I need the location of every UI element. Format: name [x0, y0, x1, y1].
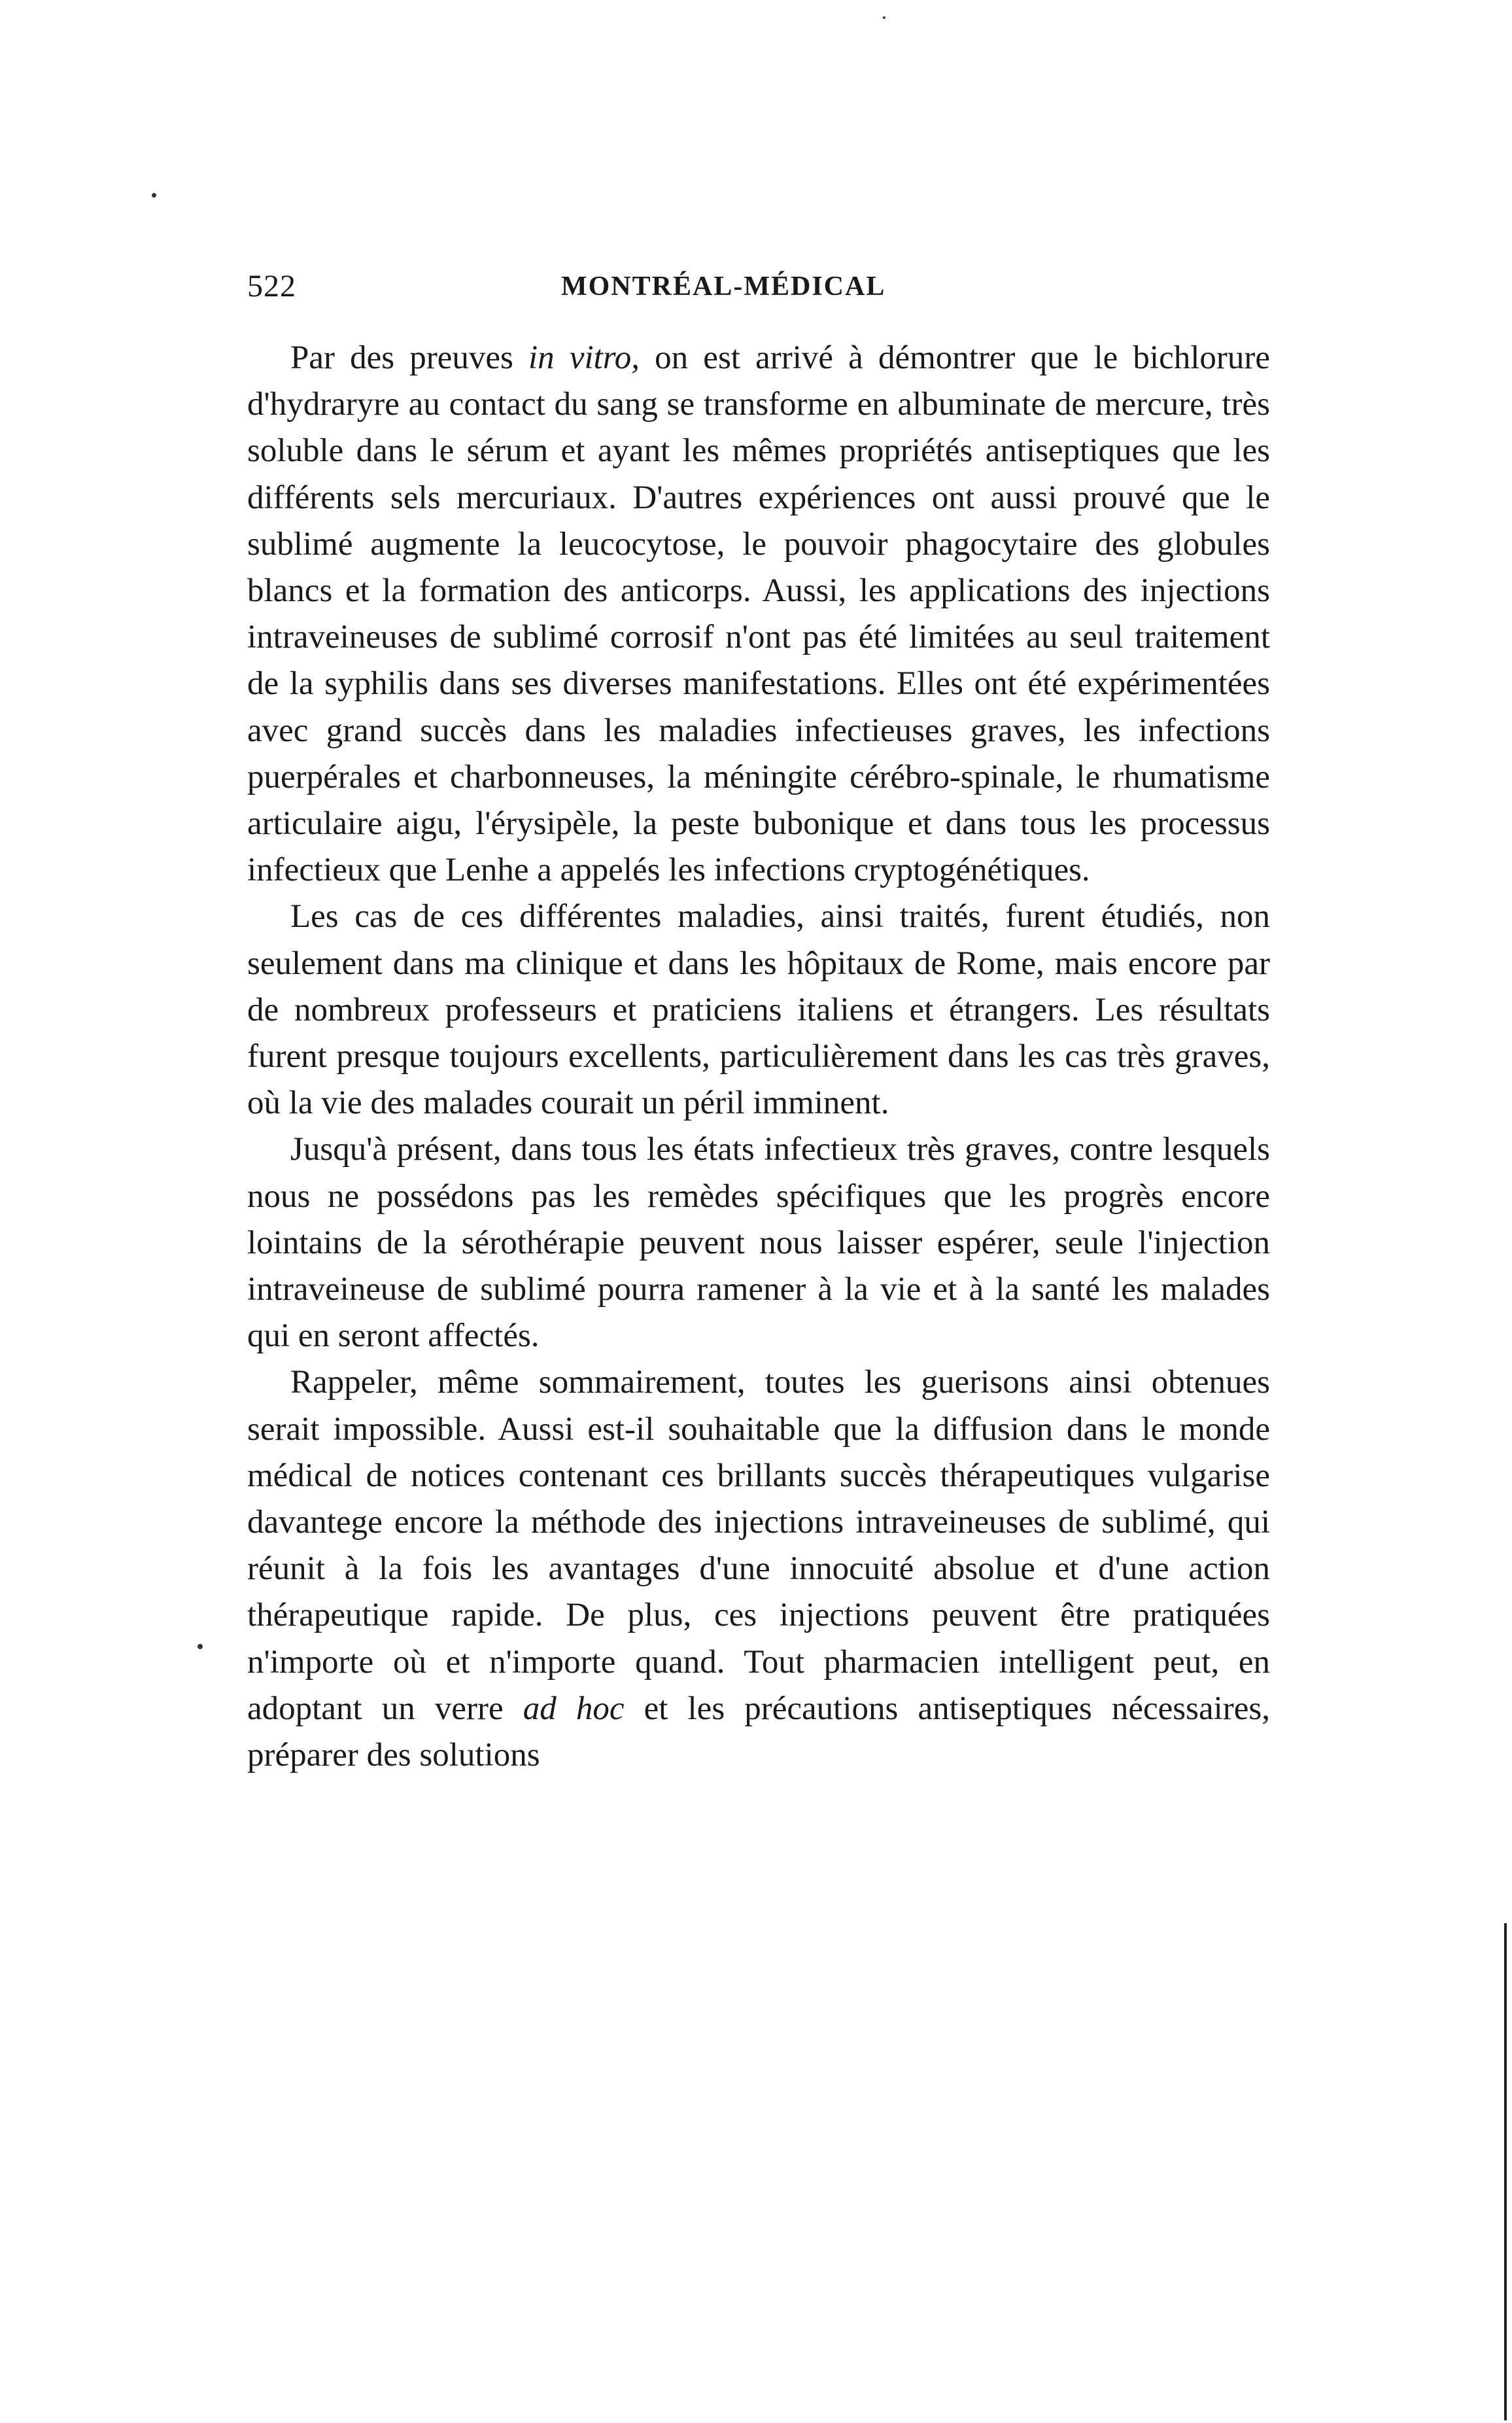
- body-text: [247, 335, 1270, 1779]
- paragraph-4-italic: ad hoc: [523, 1690, 625, 1727]
- page-number: 522: [247, 269, 296, 304]
- scan-speck: [152, 193, 156, 198]
- paragraph-1: [247, 335, 1270, 894]
- scan-speck: [883, 16, 885, 19]
- page-header: [247, 268, 1270, 314]
- paragraph-2: Les cas de ces différentes maladies, ainsi traités, furent étudiés, non seulement dans ma clinique et dans les hôpitaux de Rome, mais encore par de nombreux professeurs et praticiens italiens et étrangers. Les résultats furent presque toujours excellents, particulièrement dans les cas très graves, où la vie des malades courait un péril imminent.: [247, 898, 1270, 1122]
- paragraph-4: [247, 1359, 1270, 1779]
- paragraph-4-rest: et les précautions antiseptiques nécessaires, préparer des solutions: [247, 1690, 1270, 1774]
- paragraph-4-lead: Rappeler, même sommairement, toutes les guerisons ainsi obtenues serait impossible. Aussi est-il souhaitable que la diffusion dans le monde médical de notices contenant ces brillants succès thérapeutiques vulgarise davantege encore la méthode des injections intraveineuses de sublimé, qui réunit à la fois les avantages d'une innocuité absolue et d'une action thérapeutique rapide. De plus, ces injections peuvent être pratiquées n'importe où et n'importe quand. Tout pharmacien intelligent peut, en adoptant un verre: [247, 1364, 1270, 1727]
- scan-edge-line: [1504, 1923, 1507, 2420]
- scan-speck: [198, 1644, 203, 1649]
- paragraph-1-italic: in vitro,: [528, 340, 640, 376]
- paragraph-1-lead: Par des preuves: [290, 340, 529, 376]
- paragraph-1-rest: on est arrivé à démontrer que le bichlorure d'hydraryre au contact du sang se transforme en albuminate de mercure, très soluble dans le sérum et ayant les mêmes propriétés antiseptiques que les différents sels mercuriaux. D'autres expériences ont aussi prouvé que le sublimé augmente la leucocytose, le pouvoir phagocytaire des globules blancs et la formation des anticorps. Aussi, les applications des injections intraveineuses de sublimé corrosif n'ont pas été limitées au seul traitement de la syphilis dans ses diverses manifestations. Elles ont été expérimentées avec grand succès dans les maladies infectieuses graves, les infections puerpérales et charbonneuses, la méningite cérébro-spinale, le rhumatisme articulaire aigu, l'érysipèle, la peste bubonique et dans tous les processus infectieux que Lenhe a appelés les infections cryptogénétiques.: [247, 340, 1270, 889]
- running-head: MONTRÉAL-MÉDICAL: [561, 271, 886, 302]
- paragraph-3: Jusqu'à présent, dans tous les états infectieux très graves, contre lesquels nous ne possédons pas les remèdes spécifiques que les progrès encore lointains de la sérothérapie peuvent nous laisser espérer, seule l'injection intraveineuse de sublimé pourra ramener à la vie et à la santé les malades qui en seront affectés.: [247, 1131, 1270, 1355]
